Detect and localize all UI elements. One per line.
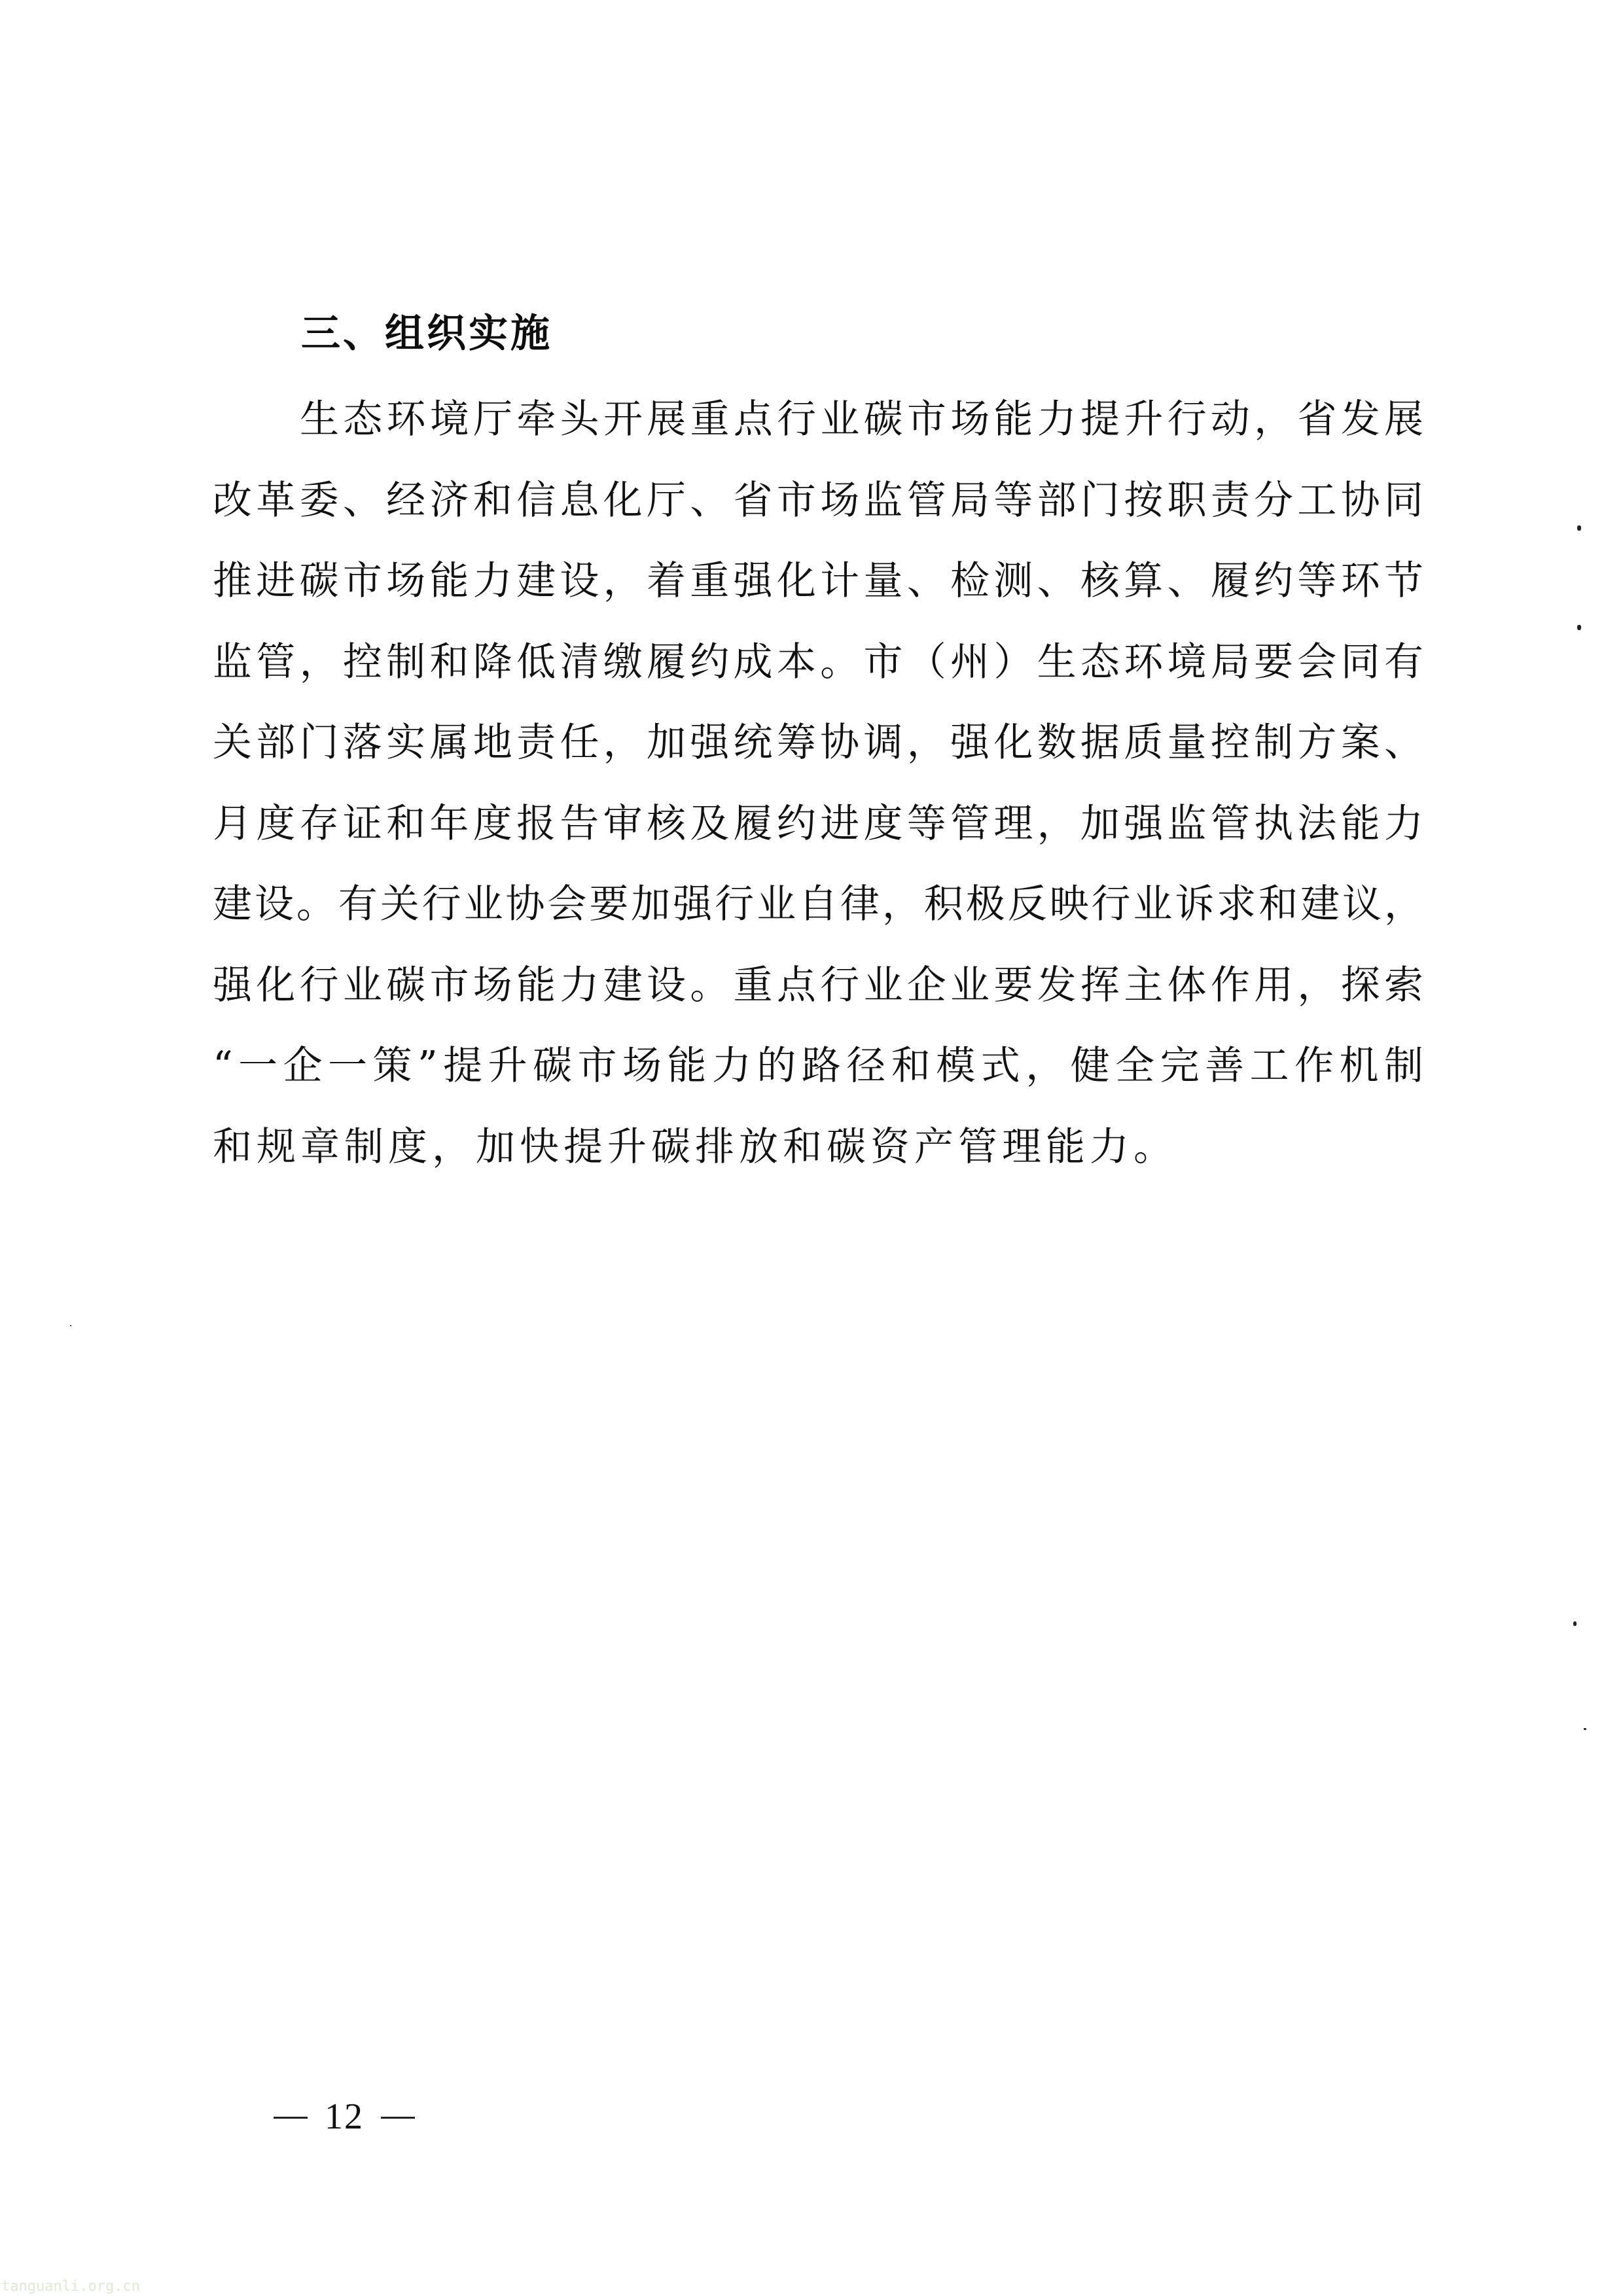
paragraph-line: 月度存证和年度报告审核及履约进度等管理，加强监管执法能力 [213,800,1423,847]
scan-speck [1573,1621,1577,1626]
page-number-footer [257,2094,432,2140]
paragraph-line: 改革委、经济和信息化厅、省市场监管局等部门按职责分工协同 [213,477,1423,523]
scan-speck [70,1325,71,1326]
paragraph-line: 建设。有关行业协会要加强行业自律，积极反映行业诉求和建议， [213,881,1423,927]
body-paragraph [213,380,1423,1188]
dash-right [381,2117,415,2119]
dash-left [274,2117,308,2119]
page-number: 12 [325,2096,364,2137]
paragraph-line: 和规章制度，加快提升碳排放和碳资产管理能力。 [213,1123,1177,1170]
paragraph-line: 关部门落实属地责任，加强统筹协调，强化数据质量控制方案、 [213,720,1423,766]
paragraph-line: 生态环境厅牵头开展重点行业碳市场能力提升行动，省发展 [300,397,1423,442]
watermark: tanguanli.org.cn [1,2278,140,2295]
scan-speck [1577,525,1581,531]
paragraph-line: 监管，控制和降低清缴履约成本。市（州）生态环境局要会同有 [213,639,1423,685]
paragraph-line: 强化行业碳市场能力建设。重点行业企业要发挥主体作用，探索 [213,962,1423,1008]
scan-speck [1584,1728,1586,1730]
paragraph-line: 推进碳市场能力建设，着重强化计量、检测、核算、履约等环节 [213,558,1423,604]
paragraph-line: “一企一策”提升碳市场能力的路径和模式，健全完善工作机制 [213,1043,1423,1089]
scan-speck [1577,625,1581,630]
section-heading: 三、组织实施 [301,311,552,357]
